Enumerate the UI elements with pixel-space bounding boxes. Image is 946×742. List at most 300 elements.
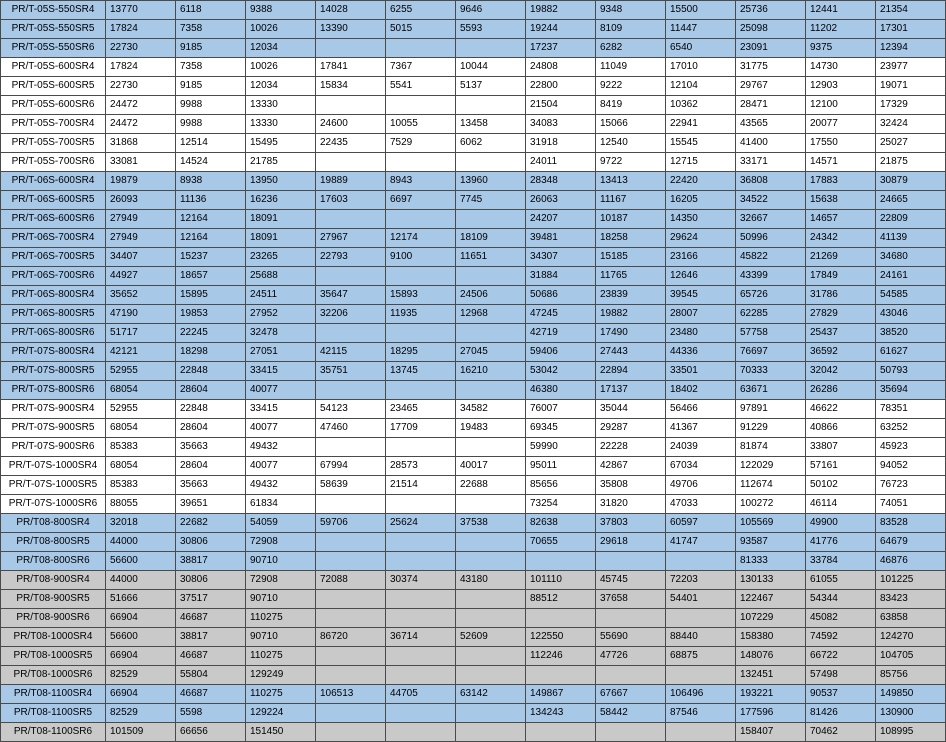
cell-value: 17603 [316,191,386,210]
cell-value: 7529 [386,134,456,153]
cell-value: 66656 [176,723,246,742]
cell-value: 22245 [176,324,246,343]
cell-value: 11167 [596,191,666,210]
cell-value: 15185 [596,248,666,267]
cell-value [456,438,526,457]
cell-value: 24011 [526,153,596,172]
cell-value: 45082 [806,609,876,628]
cell-value [596,609,666,628]
cell-value: 81426 [806,704,876,723]
cell-value: 13960 [456,172,526,191]
cell-value: 12715 [666,153,736,172]
cell-value: 12174 [386,229,456,248]
table-row [1,267,946,286]
cell-value: 27967 [316,229,386,248]
cell-value: 7745 [456,191,526,210]
cell-value: 25027 [876,134,946,153]
cell-value: 130900 [876,704,946,723]
cell-value: 108995 [876,723,946,742]
cell-value: 12034 [246,39,316,58]
cell-value: 28604 [176,457,246,476]
cell-value: 41139 [876,229,946,248]
cell-value: 15237 [176,248,246,267]
cell-value: 101509 [106,723,176,742]
cell-value: 15893 [386,286,456,305]
cell-value: 23166 [666,248,736,267]
cell-value: 104705 [876,647,946,666]
cell-value: 54059 [246,514,316,533]
table-row [1,647,946,666]
cell-value: 100272 [736,495,806,514]
cell-model: PR/T08-800SR5 [1,533,106,552]
cell-value: 41776 [806,533,876,552]
cell-value: 61834 [246,495,316,514]
cell-value: 110275 [246,685,316,704]
cell-value: 45923 [876,438,946,457]
cell-value: 88440 [666,628,736,647]
cell-value: 12441 [806,1,876,20]
cell-value: 31884 [526,267,596,286]
cell-value: 122467 [736,590,806,609]
cell-value: 56600 [106,552,176,571]
cell-value: 25437 [806,324,876,343]
cell-value: 10026 [246,20,316,39]
cell-value: 27952 [246,305,316,324]
cell-value: 46687 [176,609,246,628]
cell-value: 38817 [176,628,246,647]
cell-model: PR/T-06S-600SR5 [1,191,106,210]
cell-value: 105569 [736,514,806,533]
cell-value: 9722 [596,153,666,172]
table-row [1,172,946,191]
cell-value [456,552,526,571]
cell-value: 21504 [526,96,596,115]
cell-value: 28471 [736,96,806,115]
cell-model: PR/T08-900SR4 [1,571,106,590]
cell-value: 37538 [456,514,526,533]
table-row [1,628,946,647]
cell-model: PR/T-05S-700SR4 [1,115,106,134]
cell-value [456,324,526,343]
cell-value [526,552,596,571]
cell-value [456,533,526,552]
cell-value: 63858 [876,609,946,628]
cell-model: PR/T-06S-600SR6 [1,210,106,229]
cell-value: 33081 [106,153,176,172]
cell-value: 23839 [596,286,666,305]
cell-value [386,666,456,685]
cell-value: 22809 [876,210,946,229]
cell-value: 13950 [246,172,316,191]
cell-value [316,552,386,571]
cell-value: 122029 [736,457,806,476]
cell-value: 22848 [176,362,246,381]
cell-value: 72908 [246,571,316,590]
cell-value: 33807 [806,438,876,457]
cell-value: 7358 [176,20,246,39]
table-row [1,400,946,419]
cell-value: 24039 [666,438,736,457]
cell-value: 36714 [386,628,456,647]
cell-value [456,96,526,115]
cell-value: 39651 [176,495,246,514]
cell-value: 106513 [316,685,386,704]
cell-value: 17137 [596,381,666,400]
cell-value: 22894 [596,362,666,381]
cell-value: 28604 [176,419,246,438]
cell-value: 151450 [246,723,316,742]
cell-value: 72908 [246,533,316,552]
cell-value: 49900 [806,514,876,533]
cell-value: 57498 [806,666,876,685]
cell-value: 17709 [386,419,456,438]
cell-value: 35751 [316,362,386,381]
cell-value: 32206 [316,305,386,324]
table-row [1,381,946,400]
cell-value: 29767 [736,77,806,96]
cell-value: 52955 [106,400,176,419]
cell-value: 12164 [176,229,246,248]
cell-value: 18298 [176,343,246,362]
cell-value: 63142 [456,685,526,704]
cell-value: 21785 [246,153,316,172]
cell-value: 20077 [806,115,876,134]
cell-model: PR/T-05S-700SR6 [1,153,106,172]
cell-value: 45822 [736,248,806,267]
cell-value: 46622 [806,400,876,419]
cell-value [316,210,386,229]
cell-value: 13330 [246,115,316,134]
cell-value: 70655 [526,533,596,552]
cell-value: 33415 [246,400,316,419]
cell-value: 110275 [246,647,316,666]
table-row [1,609,946,628]
cell-model: PR/T-05S-600SR5 [1,77,106,96]
cell-value: 42867 [596,457,666,476]
cell-value: 24342 [806,229,876,248]
cell-value: 39545 [666,286,736,305]
cell-model: PR/T-06S-800SR4 [1,286,106,305]
cell-value: 9988 [176,115,246,134]
cell-value: 95011 [526,457,596,476]
cell-model: PR/T08-1100SR5 [1,704,106,723]
cell-value: 8419 [596,96,666,115]
cell-value: 31820 [596,495,666,514]
cell-value: 6282 [596,39,666,58]
cell-value: 51666 [106,590,176,609]
cell-value: 13770 [106,1,176,20]
cell-value [386,438,456,457]
cell-value: 82529 [106,666,176,685]
cell-value [666,609,736,628]
cell-value: 17010 [666,58,736,77]
cell-value [456,39,526,58]
cell-value: 9646 [456,1,526,20]
cell-value: 45745 [596,571,666,590]
cell-value: 12903 [806,77,876,96]
cell-value: 63671 [736,381,806,400]
cell-value: 110275 [246,609,316,628]
cell-value: 88055 [106,495,176,514]
cell-value: 23977 [876,58,946,77]
cell-value: 59706 [316,514,386,533]
cell-model: PR/T-07S-800SR6 [1,381,106,400]
cell-value [316,96,386,115]
table-row [1,685,946,704]
cell-value: 30879 [876,172,946,191]
cell-value: 47033 [666,495,736,514]
cell-model: PR/T-05S-700SR5 [1,134,106,153]
cell-value: 68875 [666,647,736,666]
cell-value: 44705 [386,685,456,704]
table-row [1,552,946,571]
cell-value [316,533,386,552]
cell-value: 10362 [666,96,736,115]
cell-value: 29618 [596,533,666,552]
cell-value: 25736 [736,1,806,20]
cell-value: 22730 [106,39,176,58]
table-row [1,210,946,229]
cell-value: 42719 [526,324,596,343]
cell-value: 101225 [876,571,946,590]
cell-value: 49432 [246,476,316,495]
cell-value: 12968 [456,305,526,324]
cell-value: 17490 [596,324,666,343]
cell-value: 122550 [526,628,596,647]
cell-value: 9375 [806,39,876,58]
cell-value [386,704,456,723]
cell-value: 65726 [736,286,806,305]
cell-value [456,609,526,628]
cell-model: PR/T08-1100SR6 [1,723,106,742]
cell-value: 21354 [876,1,946,20]
table-row [1,457,946,476]
cell-value: 53042 [526,362,596,381]
cell-value: 50102 [806,476,876,495]
cell-value: 33784 [806,552,876,571]
cell-value: 54123 [316,400,386,419]
cell-value [316,590,386,609]
cell-value: 21875 [876,153,946,172]
cell-value: 40077 [246,457,316,476]
cell-value: 134243 [526,704,596,723]
table-row [1,115,946,134]
cell-value: 26063 [526,191,596,210]
cell-value: 29287 [596,419,666,438]
cell-value: 19071 [876,77,946,96]
cell-value: 11935 [386,305,456,324]
cell-model: PR/T-05S-600SR6 [1,96,106,115]
cell-value [456,723,526,742]
cell-value: 27443 [596,343,666,362]
cell-value: 16205 [666,191,736,210]
cell-value: 50686 [526,286,596,305]
cell-value: 14657 [806,210,876,229]
cell-value: 37803 [596,514,666,533]
table-row [1,723,946,742]
cell-value: 59990 [526,438,596,457]
cell-value: 11136 [176,191,246,210]
cell-value: 35044 [596,400,666,419]
cell-value: 23265 [246,248,316,267]
cell-value [386,552,456,571]
table-row [1,590,946,609]
cell-value: 66904 [106,685,176,704]
cell-value [316,438,386,457]
cell-model: PR/T-06S-800SR6 [1,324,106,343]
cell-value: 30374 [386,571,456,590]
cell-value: 9185 [176,39,246,58]
cell-value: 33415 [246,362,316,381]
cell-value [456,153,526,172]
cell-value: 90710 [246,628,316,647]
cell-value: 14524 [176,153,246,172]
cell-value: 19244 [526,20,596,39]
cell-value [666,666,736,685]
table-row [1,58,946,77]
cell-value: 17824 [106,58,176,77]
cell-value: 37658 [596,590,666,609]
cell-value: 15495 [246,134,316,153]
cell-value: 13413 [596,172,666,191]
table-row [1,1,946,20]
cell-value: 24472 [106,96,176,115]
cell-value: 22435 [316,134,386,153]
cell-value: 22730 [106,77,176,96]
cell-value [316,609,386,628]
cell-value: 149850 [876,685,946,704]
cell-value: 73254 [526,495,596,514]
cell-value: 61055 [806,571,876,590]
cell-value: 16210 [456,362,526,381]
cell-value: 40866 [806,419,876,438]
table-row [1,666,946,685]
cell-value [316,704,386,723]
cell-value: 90537 [806,685,876,704]
cell-value: 28007 [666,305,736,324]
cell-value: 28604 [176,381,246,400]
cell-value: 18091 [246,210,316,229]
cell-value: 15834 [316,77,386,96]
cell-value [386,267,456,286]
cell-value: 14350 [666,210,736,229]
cell-value [316,666,386,685]
cell-value: 24808 [526,58,596,77]
cell-value: 44000 [106,533,176,552]
cell-value: 33501 [666,362,736,381]
cell-value: 13458 [456,115,526,134]
cell-value [386,96,456,115]
table-row [1,419,946,438]
cell-value: 18402 [666,381,736,400]
cell-value: 70462 [806,723,876,742]
cell-model: PR/T-05S-550SR6 [1,39,106,58]
cell-value: 47245 [526,305,596,324]
cell-value: 22800 [526,77,596,96]
cell-value: 51717 [106,324,176,343]
cell-value: 43180 [456,571,526,590]
cell-value: 6118 [176,1,246,20]
cell-value: 46380 [526,381,596,400]
cell-model: PR/T-06S-700SR5 [1,248,106,267]
cell-value: 18258 [596,229,666,248]
cell-value [456,267,526,286]
cell-value: 19889 [316,172,386,191]
cell-value: 25688 [246,267,316,286]
cell-value: 26093 [106,191,176,210]
cell-value [386,381,456,400]
cell-value: 32042 [806,362,876,381]
cell-model: PR/T08-800SR6 [1,552,106,571]
cell-value: 34522 [736,191,806,210]
cell-value [316,381,386,400]
cell-value: 11765 [596,267,666,286]
table-row [1,77,946,96]
cell-value: 12394 [876,39,946,58]
cell-value: 76697 [736,343,806,362]
table-row [1,362,946,381]
cell-model: PR/T-06S-600SR4 [1,172,106,191]
cell-value: 35647 [316,286,386,305]
cell-value: 25098 [736,20,806,39]
cell-value [386,324,456,343]
cell-value: 12164 [176,210,246,229]
cell-value: 9988 [176,96,246,115]
cell-value: 85383 [106,438,176,457]
cell-value: 12100 [806,96,876,115]
cell-model: PR/T-07S-800SR4 [1,343,106,362]
cell-value: 85656 [526,476,596,495]
cell-value: 24511 [246,286,316,305]
cell-value: 12104 [666,77,736,96]
cell-model: PR/T-07S-900SR6 [1,438,106,457]
cell-model: PR/T-07S-1000SR5 [1,476,106,495]
cell-model: PR/T-07S-900SR4 [1,400,106,419]
cell-value: 14028 [316,1,386,20]
cell-value: 27949 [106,229,176,248]
cell-value: 85383 [106,476,176,495]
cell-value: 15500 [666,1,736,20]
cell-value: 54401 [666,590,736,609]
cell-value: 17841 [316,58,386,77]
cell-value: 47190 [106,305,176,324]
cell-value [596,723,666,742]
cell-value: 43046 [876,305,946,324]
cell-value: 101110 [526,571,596,590]
cell-value [456,210,526,229]
cell-value: 68054 [106,419,176,438]
price-table-body [1,1,946,742]
cell-value: 69345 [526,419,596,438]
cell-value: 68054 [106,457,176,476]
cell-model: PR/T08-1000SR5 [1,647,106,666]
cell-value: 35663 [176,438,246,457]
cell-value: 19853 [176,305,246,324]
cell-value [526,609,596,628]
cell-value: 41367 [666,419,736,438]
cell-value: 22941 [666,115,736,134]
cell-value [386,39,456,58]
cell-value: 24207 [526,210,596,229]
cell-value: 76723 [876,476,946,495]
cell-value: 97891 [736,400,806,419]
table-row [1,438,946,457]
cell-value: 56600 [106,628,176,647]
cell-value: 81874 [736,438,806,457]
cell-value: 27949 [106,210,176,229]
cell-value: 34680 [876,248,946,267]
cell-value: 12034 [246,77,316,96]
